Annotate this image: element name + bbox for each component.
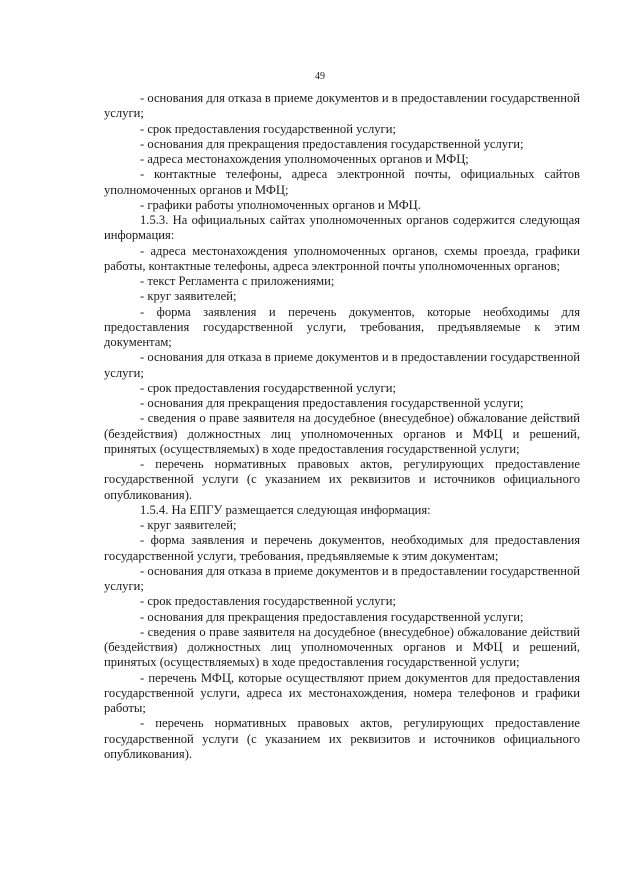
document-paragraph: - основания для прекращения предоставления государственной услуги; (140, 396, 524, 410)
document-paragraph: - графики работы уполномоченных органов и МФЦ. (140, 197, 421, 212)
document-paragraph: - основания для отказа в приеме документов и в предоставлении государственной услуги; (104, 91, 580, 121)
document-paragraph: - срок предоставления государственной услуги; (140, 380, 396, 395)
document-paragraph: - перечень МФЦ, которые осуществляют прием документов для предоставления государственной услуги, адреса их местонахождения, номера телефонов и графики работы; (104, 670, 580, 715)
document-paragraph: - текст Регламента с приложениями; (140, 274, 335, 288)
document-paragraph: - срок предоставления государственной услуги; (140, 121, 396, 136)
page-number: 49 (315, 71, 325, 82)
document-paragraph: - основания для прекращения предоставления государственной услуги; (140, 609, 524, 624)
document-paragraph: 1.5.3. На официальных сайтах уполномоченных органов содержится следующая информация: (104, 213, 580, 243)
document-body (104, 91, 580, 762)
document-paragraph: - форма заявления и перечень документов, которые необходимы для предоставления государственной услуги, требования, предъявляемые к этим документам; (104, 304, 580, 349)
document-paragraph: - сведения о праве заявителя на досудебное (внесудебное) обжалование действий (бездействия) должностных лиц уполномоченных органов и МФЦ и решений, принятых (осуществляемых) в ходе предоставления государственной услуги; (104, 411, 580, 456)
document-paragraph: - перечень нормативных правовых актов, регулирующих предоставление государственной услуги (с указанием их реквизитов и источников официального опубликования). (104, 457, 580, 502)
document-paragraph: - срок предоставления государственной услуги; (140, 594, 396, 609)
document-paragraph: - форма заявления и перечень документов, необходимых для предоставления государственной услуги, требования, предъявляемые к этим документам; (104, 533, 580, 563)
document-paragraph: - основания для отказа в приеме документов и в предоставлении государственной услуги; (104, 350, 580, 380)
document-paragraph: - основания для отказа в приеме документов и в предоставлении государственной услуги; (104, 563, 580, 593)
document-paragraph: - основания для прекращения предоставления государственной услуги; (140, 136, 524, 151)
document-paragraph: - перечень нормативных правовых актов, регулирующих предоставление государственной услуги (с указанием их реквизитов и источников официального опубликования). (104, 716, 580, 761)
document-paragraph: - адреса местонахождения уполномоченных органов и МФЦ; (140, 152, 469, 166)
document-paragraph: - круг заявителей; (140, 518, 237, 532)
document-paragraph: - круг заявителей; (140, 289, 237, 304)
document-paragraph: - сведения о праве заявителя на досудебное (внесудебное) обжалование действий (бездействия) должностных лиц уполномоченных органов и МФЦ и решений, принятых (осуществляемых) в ходе предоставления государственной услуги; (104, 624, 580, 670)
document-paragraph: - контактные телефоны, адреса электронной почты, официальных сайтов уполномоченных органов и МФЦ; (104, 167, 580, 197)
document-paragraph: - адреса местонахождения уполномоченных органов, схемы проезда, графики работы, контактные телефоны, адреса электронной почты уполномоченных органов; (104, 243, 580, 273)
document-paragraph: 1.5.4. На ЕПГУ размещается следующая информация: (140, 502, 431, 517)
